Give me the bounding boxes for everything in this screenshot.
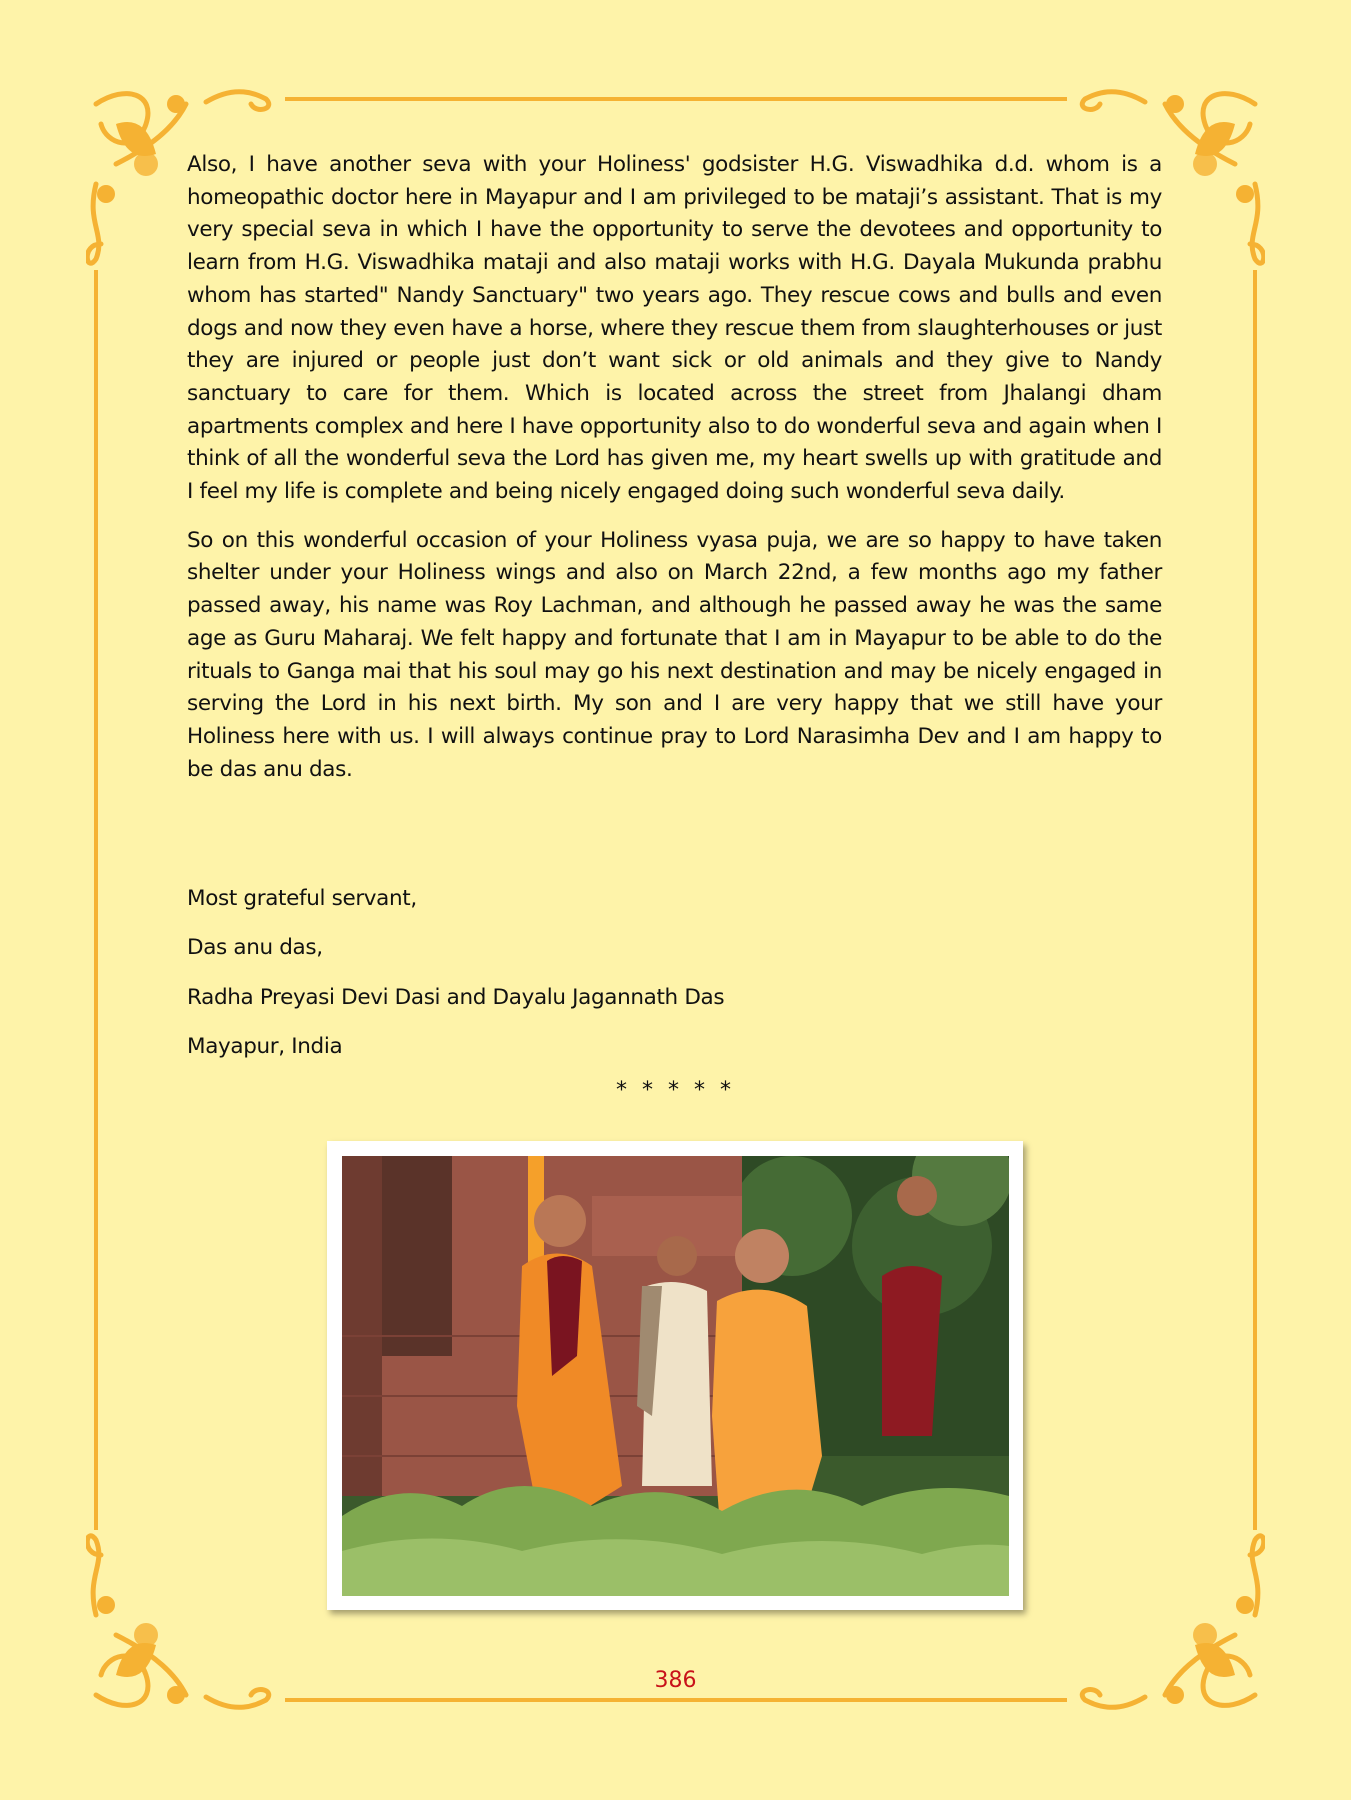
border-top [285, 97, 1067, 101]
signature-names: Radha Preyasi Devi Dasi and Dayalu Jagannath Das [187, 985, 725, 1010]
letter-body [187, 149, 1162, 786]
paragraph-1: Also, I have another seva with your Holiness' godsister H.G. Viswadhika d.d. whom is a homeopathic doctor here in Mayapur and I am privileged to be mataji’s assistant. That is my very special seva in which I have the opportunity to serve the devotees and opportunity to learn from H.G. Viswadhika mataji and also mataji works with H.G. Dayala Mukunda prabhu whom has started" Nandy Sanctuary" two years ago. They rescue cows and bulls and even dogs and now they even have a horse, where they rescue them from slaughterhouses or just they are injured or people just don’t want sick or old animals and they give to Nandy sanctuary to care for them. Which is located across the street from Jhalangi dham apartments complex and here I have opportunity also to do wonderful seva and again when I think of all the wonderful seva the Lord has given me, my heart swells up with gratitude and I feel my life is complete and being nicely engaged doing such wonderful seva daily. [187, 152, 1162, 505]
border-bottom [285, 1698, 1067, 1702]
signature-line-2: Das anu das, [187, 935, 323, 960]
page-number: 386 [654, 1668, 697, 1693]
section-separator: * * * * * [616, 1078, 735, 1103]
paragraph-2: So on this wonderful occasion of your Holiness vyasa puja, we are so happy to have taken shelter under your Holiness wings and also on March 22nd, a few months ago my father passed away, his name was Roy Lachman, and although he passed away he was the same age as Guru Maharaj. We felt happy and fortunate that I am in Mayapur to be able to do the rituals to Ganga mai that his soul may go his next destination and may be nicely engaged in serving the Lord in his next birth. My son and I are very happy that we still have your Holiness here with us. I will always continue pray to Lord Narasimha Dev and I am happy to be das anu das. [187, 527, 1162, 782]
signature-closing: Most grateful servant, [187, 886, 417, 911]
signature-location: Mayapur, India [187, 1034, 343, 1059]
photo-frame [327, 1141, 1023, 1610]
border-right [1253, 270, 1257, 1530]
border-left [94, 270, 98, 1530]
photo-monks-walking [342, 1156, 1009, 1596]
